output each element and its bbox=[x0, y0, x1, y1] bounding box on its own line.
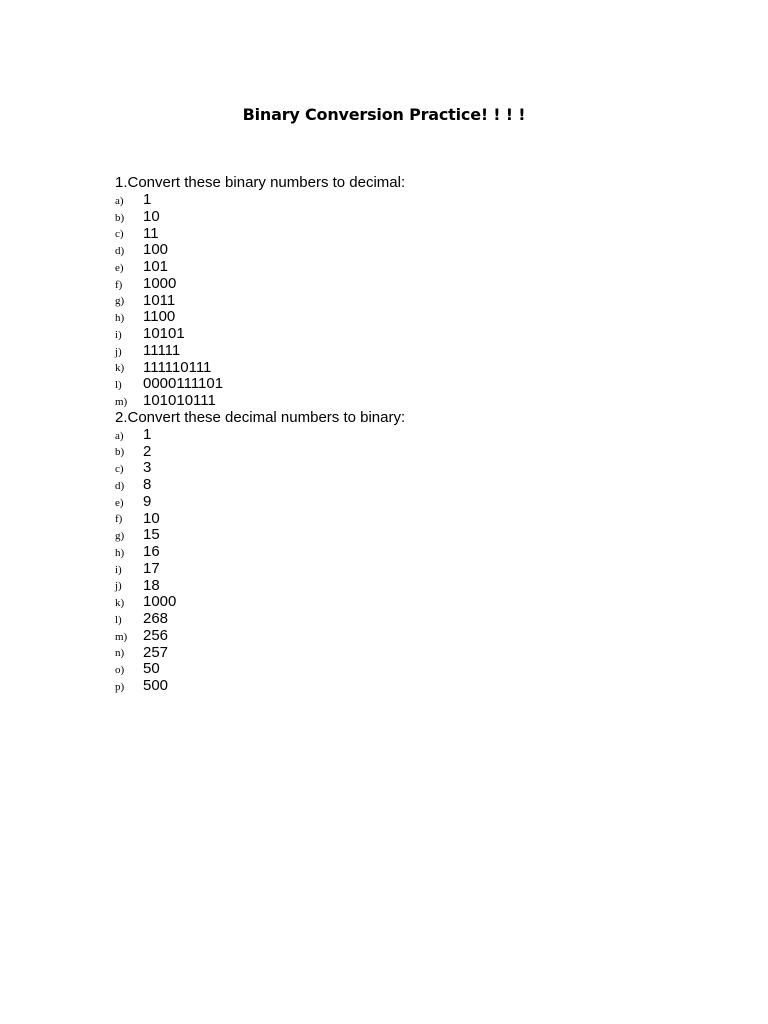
item-value: 101010111 bbox=[143, 392, 216, 409]
item-value: 111110111 bbox=[143, 358, 212, 376]
item-value: 2 bbox=[143, 442, 152, 460]
list-item bbox=[115, 191, 675, 208]
item-letter: m) bbox=[115, 395, 128, 408]
item-value: 257 bbox=[143, 643, 169, 661]
item-letter: h) bbox=[115, 546, 125, 559]
item-value: 10101 bbox=[143, 325, 185, 342]
item-value: 3 bbox=[143, 459, 152, 477]
list-item bbox=[115, 375, 675, 392]
item-value: 1011 bbox=[143, 291, 176, 309]
list-item bbox=[115, 526, 675, 543]
item-letter: j) bbox=[115, 580, 122, 593]
item-value: 1 bbox=[143, 425, 152, 443]
list-item bbox=[115, 510, 675, 527]
item-value: 10 bbox=[143, 509, 160, 527]
list-item bbox=[115, 443, 675, 460]
item-letter: k) bbox=[115, 597, 125, 609]
item-letter: d) bbox=[115, 479, 125, 492]
item-value: 16 bbox=[143, 543, 160, 560]
item-value: 8 bbox=[143, 476, 152, 493]
item-letter: f) bbox=[115, 278, 123, 291]
item-letter: f) bbox=[115, 513, 123, 526]
item-letter: e) bbox=[115, 261, 124, 274]
list-item bbox=[115, 610, 675, 627]
list-item bbox=[115, 627, 675, 644]
item-letter: n) bbox=[115, 647, 125, 660]
item-value: 18 bbox=[143, 576, 160, 594]
item-value: 9 bbox=[143, 492, 152, 510]
item-value: 11 bbox=[143, 224, 159, 242]
item-letter: a) bbox=[115, 194, 124, 207]
item-value: 50 bbox=[143, 660, 160, 678]
item-letter: j) bbox=[115, 345, 122, 358]
list-item bbox=[115, 644, 675, 661]
list-item bbox=[115, 426, 675, 443]
exercise-content bbox=[115, 174, 675, 694]
list-item bbox=[115, 493, 675, 510]
item-letter: i) bbox=[115, 563, 122, 576]
list-item bbox=[115, 577, 675, 594]
list-item bbox=[115, 392, 675, 409]
list-item bbox=[115, 241, 675, 258]
document-title: Binary Conversion Practice! ! ! ! bbox=[242, 105, 526, 124]
item-letter: o) bbox=[115, 664, 125, 676]
section-binary-to-decimal bbox=[115, 174, 675, 409]
item-value: 268 bbox=[143, 610, 169, 627]
list-item bbox=[115, 543, 675, 560]
item-value: 100 bbox=[143, 241, 169, 259]
question-prompt: 1.Convert these binary numbers to decimal: bbox=[115, 174, 406, 191]
item-value: 500 bbox=[143, 677, 169, 694]
item-value: 1100 bbox=[143, 308, 176, 326]
list-item bbox=[115, 359, 675, 376]
item-value: 17 bbox=[143, 559, 160, 577]
item-letter: c) bbox=[115, 228, 124, 241]
item-list bbox=[115, 191, 675, 409]
item-value: 11111 bbox=[143, 341, 181, 359]
list-item bbox=[115, 208, 675, 225]
list-item bbox=[115, 258, 675, 275]
item-value: 0000111101 bbox=[143, 375, 224, 393]
item-letter: l) bbox=[115, 613, 122, 626]
item-letter: d) bbox=[115, 245, 125, 257]
item-letter: k) bbox=[115, 362, 125, 375]
list-item bbox=[115, 677, 675, 694]
item-letter: a) bbox=[115, 429, 124, 442]
item-letter: l) bbox=[115, 379, 122, 391]
item-letter: b) bbox=[115, 211, 125, 224]
item-letter: g) bbox=[115, 530, 125, 542]
list-item bbox=[115, 660, 675, 677]
item-letter: e) bbox=[115, 496, 124, 509]
list-item bbox=[115, 342, 675, 359]
item-letter: p) bbox=[115, 680, 125, 693]
list-item bbox=[115, 275, 675, 292]
list-item bbox=[115, 308, 675, 325]
list-item bbox=[115, 292, 675, 309]
item-value: 15 bbox=[143, 526, 160, 544]
item-list bbox=[115, 426, 675, 694]
item-letter: g) bbox=[115, 295, 125, 308]
section-decimal-to-binary bbox=[115, 409, 675, 694]
item-value: 1000 bbox=[143, 274, 177, 292]
item-letter: i) bbox=[115, 328, 122, 341]
list-item bbox=[115, 325, 675, 342]
list-item bbox=[115, 459, 675, 476]
item-value: 10 bbox=[143, 207, 160, 225]
item-letter: m) bbox=[115, 630, 128, 643]
item-value: 256 bbox=[143, 626, 169, 644]
list-item bbox=[115, 560, 675, 577]
item-letter: b) bbox=[115, 446, 125, 459]
question-prompt: 2.Convert these decimal numbers to binary: bbox=[115, 408, 406, 426]
item-letter: h) bbox=[115, 312, 125, 324]
item-value: 1 bbox=[143, 191, 152, 208]
item-value: 101 bbox=[143, 258, 169, 275]
item-value: 1000 bbox=[143, 593, 177, 611]
list-item bbox=[115, 476, 675, 493]
list-item bbox=[115, 593, 675, 610]
item-letter: c) bbox=[115, 463, 124, 475]
list-item bbox=[115, 225, 675, 242]
